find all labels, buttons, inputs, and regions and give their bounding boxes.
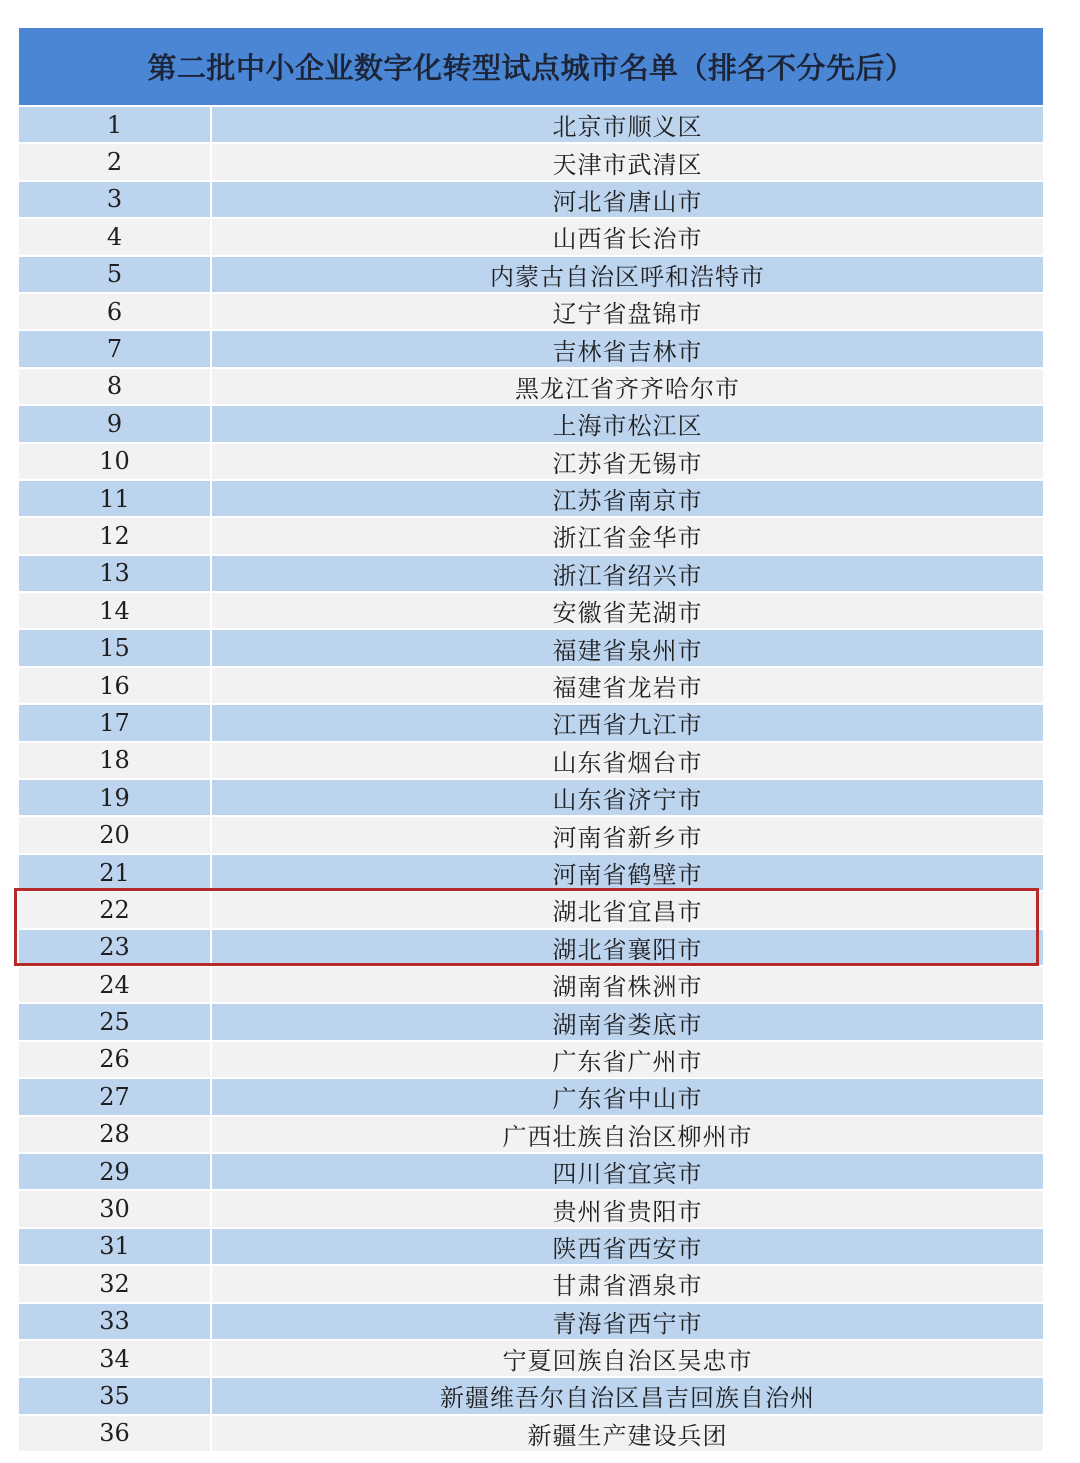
row-city: 江苏省无锡市 (552, 449, 703, 478)
row-city: 上海市松江区 (552, 412, 703, 441)
row-number: 36 (19, 1416, 212, 1451)
row-number: 28 (19, 1117, 212, 1152)
row-city: 福建省泉州市 (552, 636, 703, 665)
table-row (19, 1079, 1043, 1116)
table-row (19, 593, 1043, 630)
row-number: 23 (19, 930, 212, 965)
row-number: 13 (19, 556, 212, 591)
row-city: 广东省中山市 (552, 1085, 703, 1114)
table-row (19, 1004, 1043, 1041)
row-city: 北京市顺义区 (552, 113, 703, 142)
row-number: 11 (19, 481, 212, 516)
table-row (19, 1117, 1043, 1154)
table-row (19, 556, 1043, 593)
table-row (19, 967, 1043, 1004)
city-list-table (19, 28, 1043, 1453)
row-city: 安徽省芜湖市 (552, 599, 703, 628)
row-city: 山西省长治市 (552, 225, 703, 254)
row-number: 34 (19, 1341, 212, 1376)
table-row (19, 743, 1043, 780)
table-row (19, 1341, 1043, 1378)
row-city: 江西省九江市 (552, 711, 703, 740)
table-row (19, 668, 1043, 705)
row-city: 四川省宜宾市 (552, 1160, 703, 1189)
row-number: 24 (19, 967, 212, 1002)
row-number: 22 (19, 892, 212, 927)
row-number: 7 (19, 331, 212, 366)
table-title: 第二批中小企业数字化转型试点城市名单（排名不分先后） (19, 28, 1043, 107)
row-number: 29 (19, 1154, 212, 1189)
table-row (19, 144, 1043, 181)
row-number: 20 (19, 817, 212, 852)
row-city: 山东省烟台市 (552, 748, 703, 777)
table-row (19, 182, 1043, 219)
row-number: 2 (19, 144, 212, 179)
row-city: 甘肃省酒泉市 (552, 1272, 703, 1301)
row-number: 12 (19, 518, 212, 553)
table-row (19, 481, 1043, 518)
table-row (19, 1378, 1043, 1415)
row-city: 湖北省襄阳市 (552, 935, 703, 964)
row-number: 17 (19, 705, 212, 740)
row-city: 新疆维吾尔自治区昌吉回族自治州 (440, 1384, 815, 1413)
row-city: 辽宁省盘锦市 (552, 300, 703, 329)
row-city: 福建省龙岩市 (552, 674, 703, 703)
table-row (19, 1042, 1043, 1079)
row-city: 贵州省贵阳市 (552, 1197, 703, 1226)
table-row (19, 817, 1043, 854)
row-number: 33 (19, 1304, 212, 1339)
table-row (19, 1416, 1043, 1453)
row-number: 14 (19, 593, 212, 628)
table-row (19, 257, 1043, 294)
row-city: 浙江省金华市 (552, 524, 703, 553)
table-row (19, 892, 1043, 929)
table-row (19, 855, 1043, 892)
row-city: 宁夏回族自治区吴忠市 (502, 1347, 753, 1376)
row-number: 27 (19, 1079, 212, 1114)
row-city: 吉林省吉林市 (552, 337, 703, 366)
table-row (19, 930, 1043, 967)
table-row (19, 1229, 1043, 1266)
row-city: 山东省济宁市 (552, 786, 703, 815)
table-row (19, 294, 1043, 331)
table-row (19, 705, 1043, 742)
row-city: 广西壮族自治区柳州市 (502, 1122, 753, 1151)
table-row (19, 331, 1043, 368)
row-number: 1 (19, 107, 212, 142)
table-row (19, 1304, 1043, 1341)
row-number: 35 (19, 1378, 212, 1413)
row-city: 陕西省西安市 (552, 1234, 703, 1263)
row-city: 黑龙江省齐齐哈尔市 (515, 374, 740, 403)
table-row (19, 630, 1043, 667)
table-row (19, 1266, 1043, 1303)
row-number: 5 (19, 257, 212, 292)
row-city: 河北省唐山市 (552, 187, 703, 216)
row-city: 青海省西宁市 (552, 1309, 703, 1338)
table-row (19, 107, 1043, 144)
row-number: 16 (19, 668, 212, 703)
table-row (19, 444, 1043, 481)
row-city: 广东省广州市 (552, 1047, 703, 1076)
table-row (19, 369, 1043, 406)
row-number: 18 (19, 743, 212, 778)
row-number: 4 (19, 219, 212, 254)
row-number: 10 (19, 444, 212, 479)
row-number: 9 (19, 406, 212, 441)
row-number: 30 (19, 1191, 212, 1226)
table-row (19, 780, 1043, 817)
row-city: 新疆生产建设兵团 (527, 1421, 728, 1450)
row-city: 湖南省娄底市 (552, 1010, 703, 1039)
row-city: 江苏省南京市 (552, 487, 703, 516)
row-number: 21 (19, 855, 212, 890)
row-number: 32 (19, 1266, 212, 1301)
table-row (19, 219, 1043, 256)
row-city: 河南省新乡市 (552, 823, 703, 852)
row-city: 湖南省株洲市 (552, 973, 703, 1002)
row-city: 湖北省宜昌市 (552, 898, 703, 927)
row-number: 3 (19, 182, 212, 217)
row-number: 26 (19, 1042, 212, 1077)
row-number: 15 (19, 630, 212, 665)
table-row (19, 1154, 1043, 1191)
row-number: 8 (19, 369, 212, 404)
row-number: 19 (19, 780, 212, 815)
table-row (19, 518, 1043, 555)
row-city: 河南省鹤壁市 (552, 861, 703, 889)
row-city: 天津市武清区 (552, 150, 703, 179)
table-body (19, 107, 1043, 1453)
row-number: 6 (19, 294, 212, 329)
table-row (19, 406, 1043, 443)
table-row (19, 1191, 1043, 1228)
row-city: 内蒙古自治区呼和浩特市 (490, 262, 765, 291)
row-city: 浙江省绍兴市 (552, 561, 703, 590)
row-number: 31 (19, 1229, 212, 1264)
row-number: 25 (19, 1004, 212, 1039)
